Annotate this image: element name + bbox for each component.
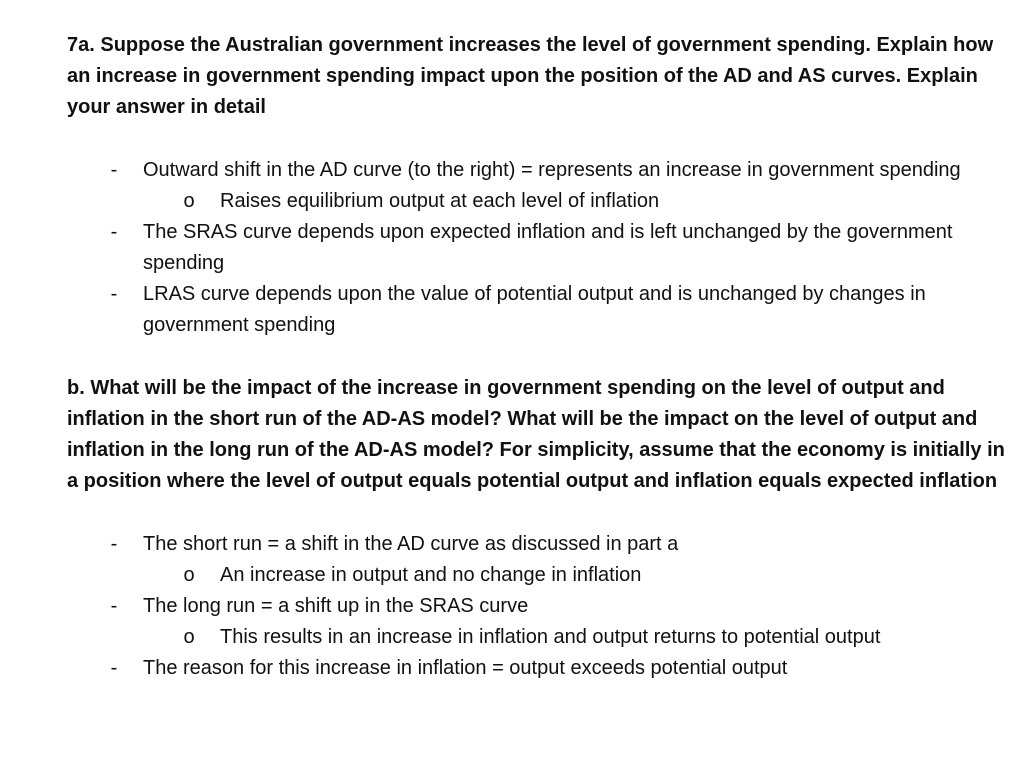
circle-bullet: o (183, 564, 195, 586)
list-item (67, 591, 1012, 622)
list-item-text: Outward shift in the AD curve (to the right) = represents an increase in government spending (143, 159, 961, 181)
list-item-text: The short run = a shift in the AD curve as discussed in part a (143, 533, 679, 555)
dash-bullet: - (110, 283, 118, 305)
dash-bullet: - (110, 221, 118, 243)
spacer (67, 341, 1012, 373)
sub-list-item (67, 560, 1012, 591)
sub-list-item-text: An increase in output and no change in inflation (220, 564, 642, 586)
document-body (67, 30, 1012, 684)
dash-bullet: - (110, 159, 118, 181)
list-item (67, 529, 1012, 560)
spacer (67, 497, 1012, 529)
sub-list-item-text: Raises equilibrium output at each level of inflation (220, 190, 660, 212)
question-7a: 7a. Suppose the Australian government increases the level of government spending. Explain how an increase in government spending impact upon the position of the AD and AS curves. Explain your answer in detail (67, 34, 994, 118)
list-item (67, 279, 1012, 341)
list-item-text: LRAS curve depends upon the value of potential output and is unchanged by changes in government spending (143, 283, 926, 336)
dash-bullet: - (110, 595, 118, 617)
answer-b-list (67, 529, 1012, 684)
list-item-text: The reason for this increase in inflation = output exceeds potential output (143, 657, 788, 679)
list-item-text: The SRAS curve depends upon expected inflation and is left unchanged by the government spending (143, 221, 953, 274)
sub-list-item (67, 186, 1012, 217)
dash-bullet: - (110, 657, 118, 679)
list-item (67, 653, 1012, 684)
circle-bullet: o (183, 190, 195, 212)
dash-bullet: - (110, 533, 118, 555)
circle-bullet: o (183, 626, 195, 648)
sub-list-item-text: This results in an increase in inflation and output returns to potential output (220, 626, 881, 648)
list-item (67, 155, 1012, 186)
sub-list-item (67, 622, 1012, 653)
answer-a-list (67, 155, 1012, 341)
list-item-text: The long run = a shift up in the SRAS curve (143, 595, 529, 617)
list-item (67, 217, 1012, 279)
question-7b: b. What will be the impact of the increase in government spending on the level of output and inflation in the short run of the AD-AS model? What will be the impact on the level of output and inflation in the long run of the AD-AS model? For simplicity, assume that the economy is initially in a position where the level of output equals potential output and inflation equals expected inflation (67, 377, 1005, 492)
spacer (67, 123, 1012, 155)
